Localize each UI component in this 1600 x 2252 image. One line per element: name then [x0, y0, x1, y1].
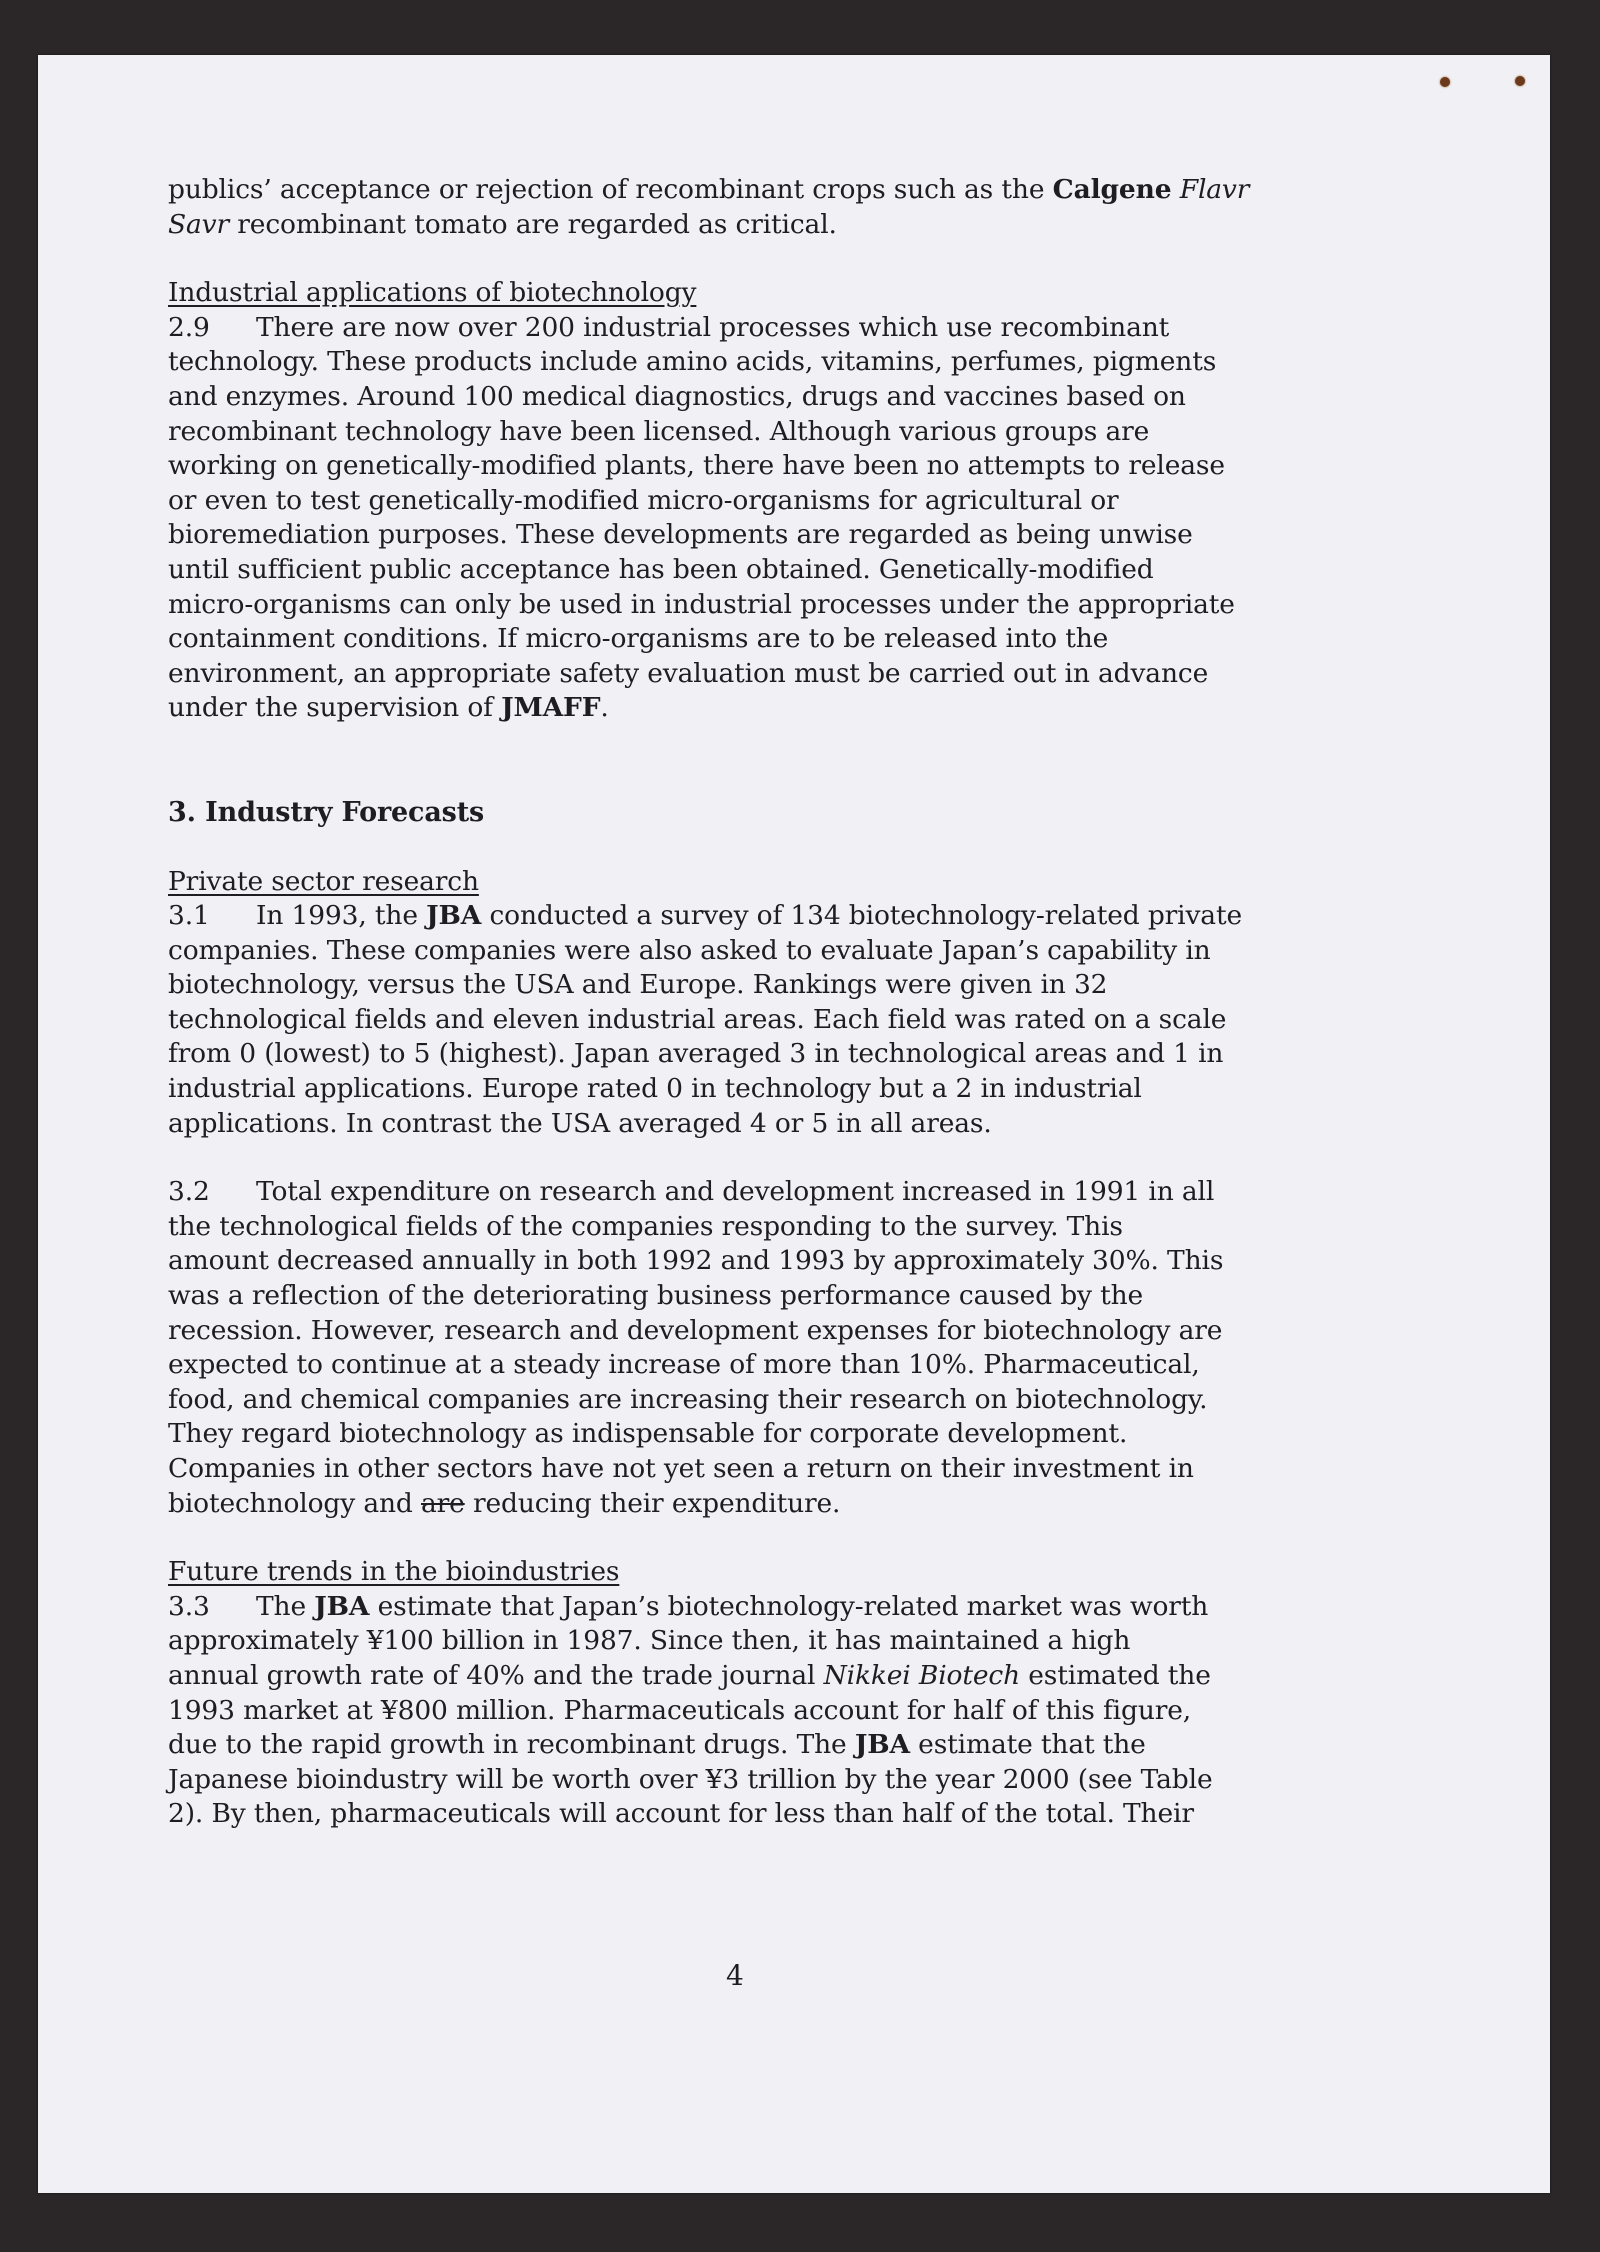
text-line: technological fields and eleven industrial areas. Each field was rated on a scale — [168, 1003, 1227, 1035]
staple-hole-mark — [1440, 77, 1450, 87]
text: . — [600, 692, 609, 724]
text: recombinant tomato are regarded as critical. — [229, 208, 837, 240]
text-line: 1993 market at ¥800 million. Pharmaceuticals account for half of this figure, — [168, 1694, 1192, 1726]
text: due to the rapid growth in recombinant drugs. The — [168, 1729, 855, 1761]
product-name: Savr — [168, 208, 229, 240]
text: estimate that the — [909, 1729, 1146, 1761]
section-3-1 — [168, 865, 1388, 1142]
text-line: applications. In contrast the USA averaged 4 or 5 in all areas. — [168, 1107, 992, 1139]
text-line: Japanese bioindustry will be worth over ¥3 trillion by the year 2000 (see Table — [168, 1763, 1213, 1795]
text: estimated the — [1019, 1659, 1211, 1691]
organization-acronym: JBA — [426, 900, 482, 932]
text-line: They regard biotechnology as indispensable for corporate development. — [168, 1418, 1128, 1450]
text: conducted a survey of 134 biotechnology-related private — [481, 900, 1242, 932]
subheading-industrial-applications: Industrial applications of biotechnology — [168, 277, 697, 309]
text: The — [256, 1590, 315, 1622]
staple-hole-mark — [1515, 76, 1525, 86]
text-line: recession. However, research and development expenses for biotechnology are — [168, 1314, 1223, 1346]
document-page — [38, 55, 1550, 2193]
text-line: the technological fields of the companies responding to the survey. This — [168, 1210, 1123, 1242]
text-line: technology. These products include amino acids, vitamins, perfumes, pigments — [168, 346, 1217, 378]
organization-acronym: JBA — [314, 1590, 370, 1622]
text: In 1993, the — [256, 900, 427, 932]
intro-paragraph — [168, 173, 1388, 242]
text: biotechnology and — [168, 1487, 421, 1519]
document-body — [168, 173, 1388, 1832]
text-line: amount decreased annually in both 1992 and 1993 by approximately 30%. This — [168, 1245, 1224, 1277]
company-name: Calgene — [1052, 174, 1172, 205]
section-3-3 — [168, 1555, 1388, 1832]
text-line: micro-organisms can only be used in industrial processes under the appropriate — [168, 588, 1235, 620]
text: There are now over 200 industrial processes which use recombinant — [256, 311, 1170, 343]
text-line: approximately ¥100 billion in 1987. Since then, it has maintained a high — [168, 1625, 1131, 1657]
text-line: or even to test genetically-modified micro-organisms for agricultural or — [168, 484, 1119, 516]
section-2-9 — [168, 276, 1388, 726]
text-line: companies. These companies were also asked to evaluate Japan’s capability in — [168, 934, 1211, 966]
paragraph-number: 3.2 — [168, 1176, 210, 1208]
section-3-2 — [168, 1175, 1388, 1521]
text: reducing their expenditure. — [464, 1487, 841, 1519]
text-line: and enzymes. Around 100 medical diagnostics, drugs and vaccines based on — [168, 380, 1186, 412]
text-line: biotechnology, versus the USA and Europe. Rankings were given in 32 — [168, 969, 1108, 1001]
journal-name: Nikkei Biotech — [823, 1659, 1020, 1691]
text-line: from 0 (lowest) to 5 (highest). Japan averaged 3 in technological areas and 1 in — [168, 1038, 1224, 1070]
product-name: Flavr — [1179, 174, 1250, 205]
text-line: bioremediation purposes. These developments are regarded as being unwise — [168, 519, 1193, 551]
paragraph-number: 3.1 — [168, 900, 210, 932]
text-line: food, and chemical companies are increasing their research on biotechnology. — [168, 1383, 1208, 1415]
text-line: containment conditions. If micro-organisms are to be released into the — [168, 623, 1109, 655]
text-line: environment, an appropriate safety evaluation must be carried out in advance — [168, 657, 1209, 689]
organization-acronym: JMAFF — [501, 692, 601, 724]
text-line: Companies in other sectors have not yet seen a return on their investment in — [168, 1453, 1194, 1484]
text: estimate that Japan’s biotechnology-related market was worth — [369, 1590, 1209, 1622]
text-line: 2). By then, pharmaceuticals will account for less than half of the total. Their — [168, 1798, 1194, 1830]
paragraph-number: 3.3 — [168, 1590, 210, 1622]
text-line: industrial applications. Europe rated 0 in technology but a 2 in industrial — [168, 1073, 1142, 1105]
paragraph-number: 2.9 — [168, 311, 210, 343]
subheading-private-sector-research: Private sector research — [168, 865, 479, 897]
text: annual growth rate of 40% and the trade journal — [168, 1659, 824, 1691]
section-heading-industry-forecasts: 3. Industry Forecasts — [168, 796, 485, 828]
organization-acronym: JBA — [854, 1729, 910, 1761]
text-line: until sufficient public acceptance has been obtained. Genetically-modified — [168, 553, 1154, 585]
page-number: 4 — [726, 1959, 744, 1992]
subheading-future-trends: Future trends in the bioindustries — [168, 1556, 620, 1588]
text: Total expenditure on research and development increased in 1991 in all — [256, 1176, 1215, 1208]
text: publics’ acceptance or rejection of recombinant crops such as the — [168, 174, 1053, 205]
text-line: recombinant technology have been licensed. Although various groups are — [168, 415, 1150, 447]
text-line: expected to continue at a steady increase of more than 10%. Pharmaceutical, — [168, 1349, 1200, 1381]
text: under the supervision of — [168, 692, 502, 724]
text-line: was a reflection of the deteriorating business performance caused by the — [168, 1280, 1144, 1312]
struck-word: are — [421, 1487, 465, 1519]
text-line: working on genetically-modified plants, there have been no attempts to release — [168, 450, 1225, 482]
